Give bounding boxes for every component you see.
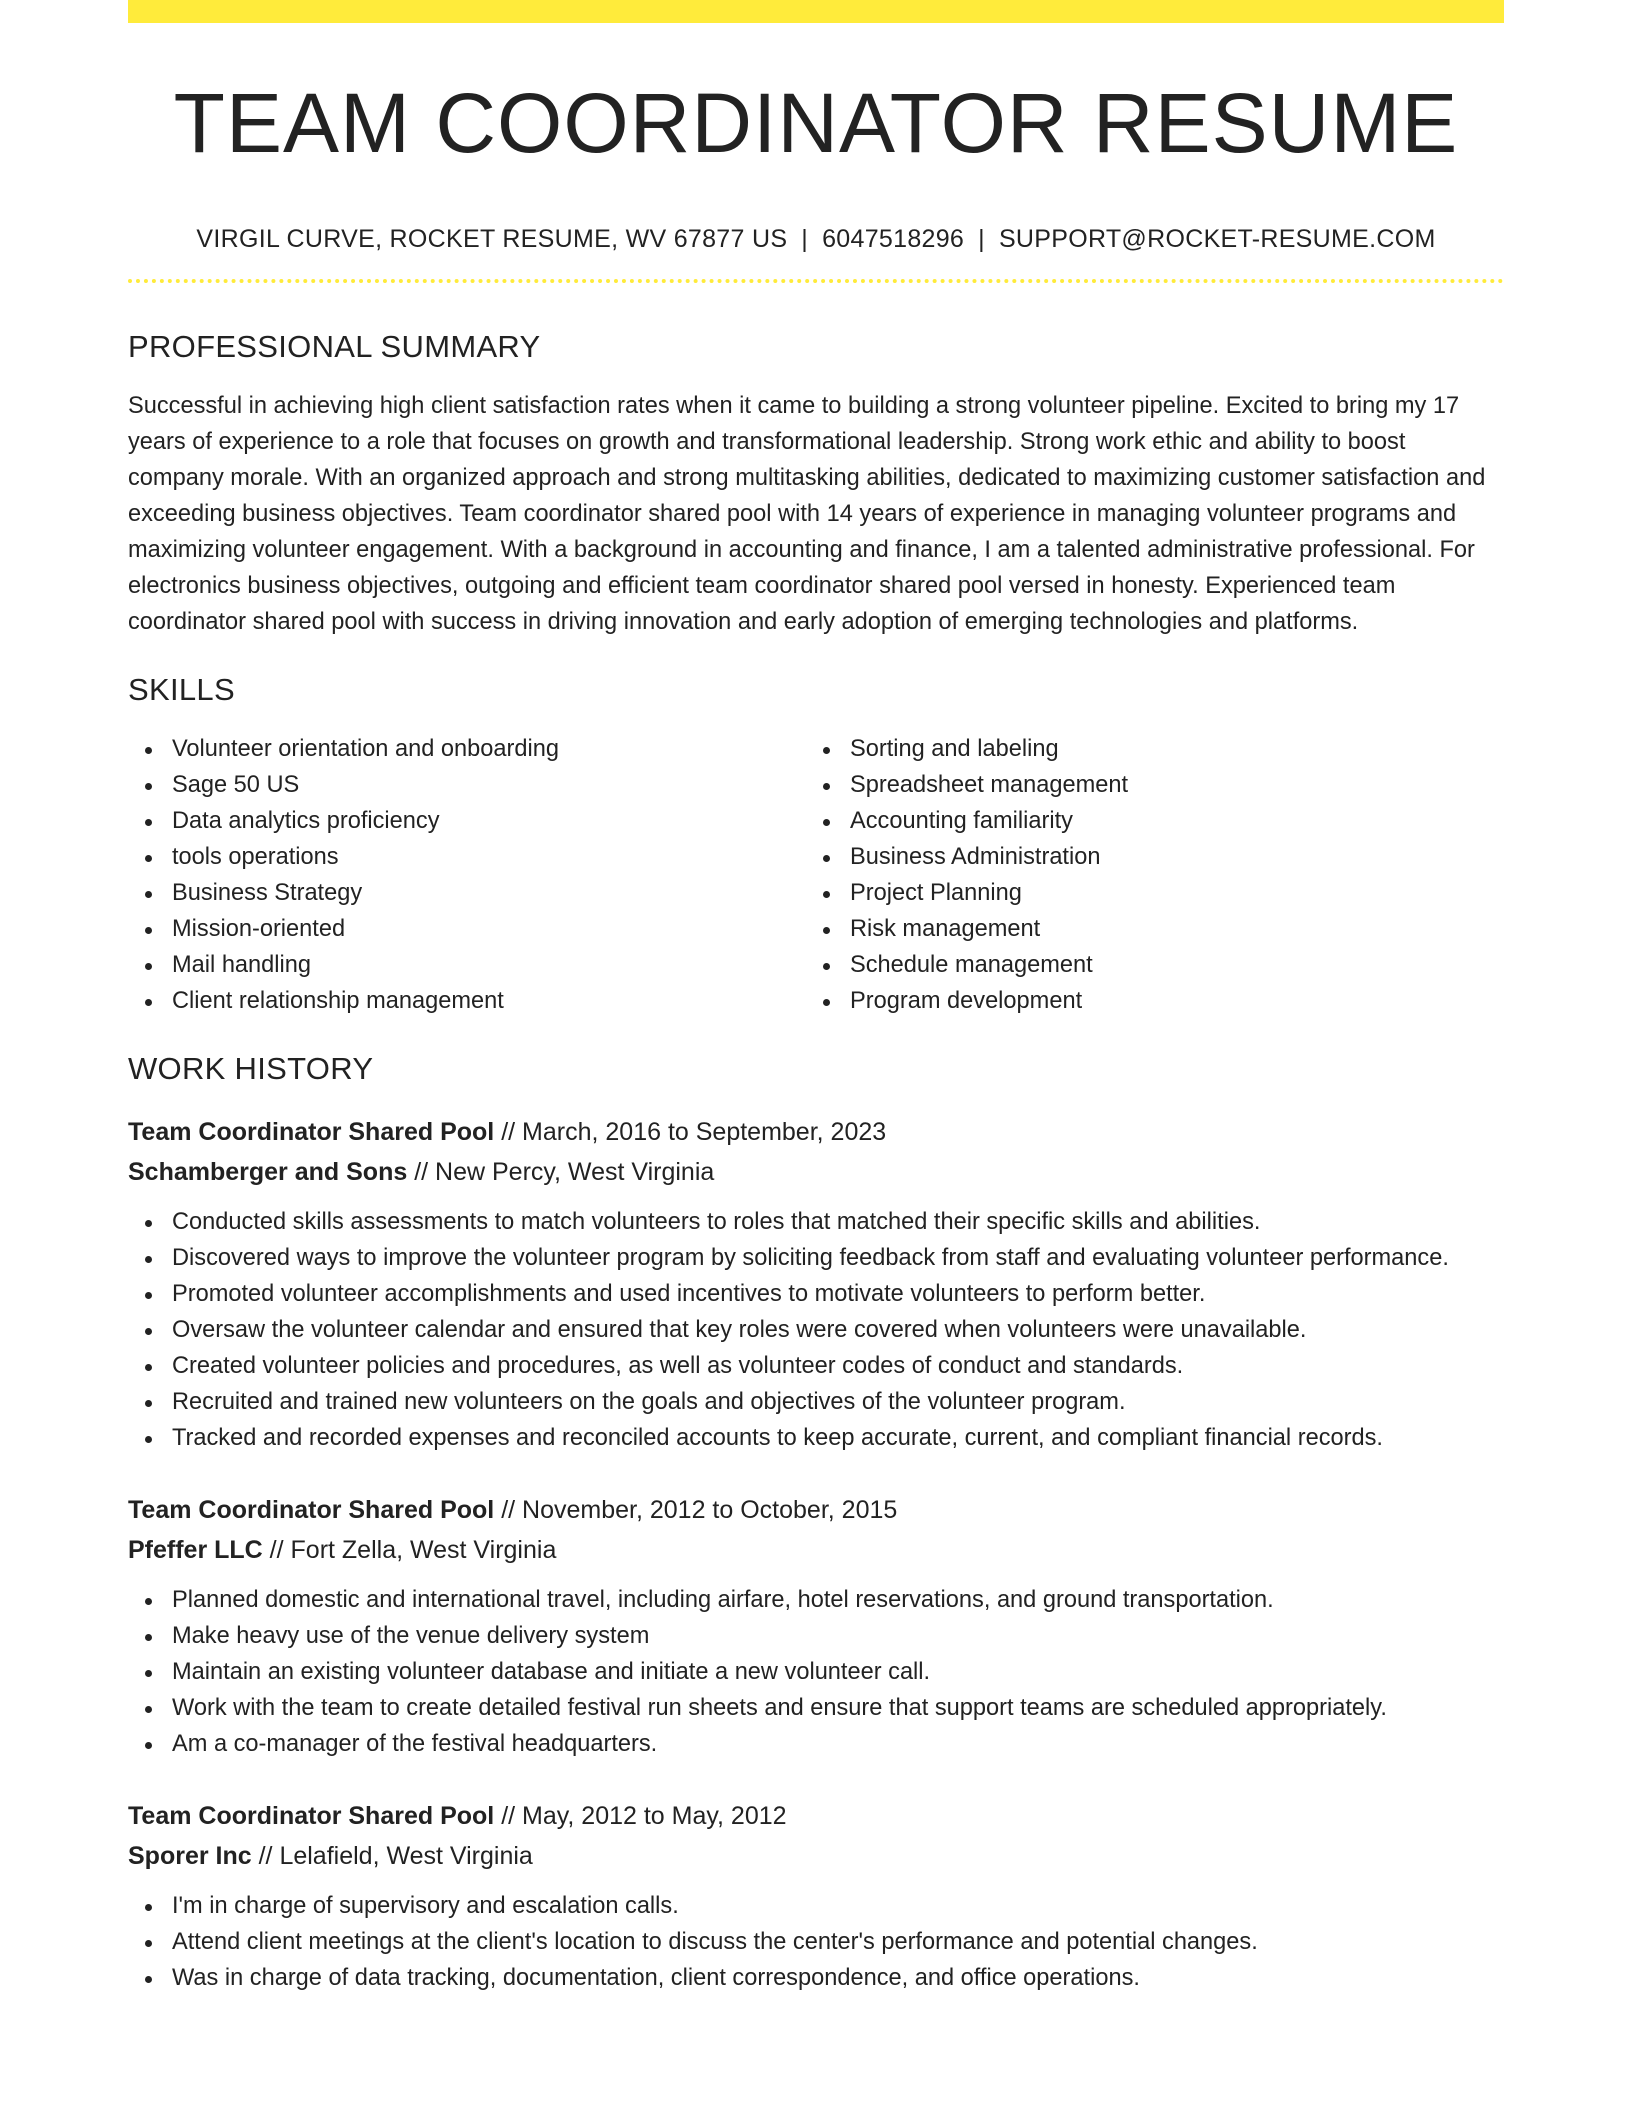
job-company: Schamberger and Sons xyxy=(128,1158,408,1186)
job-bullet: I'm in charge of supervisory and escalation calls. xyxy=(128,1888,1504,1924)
skill-item: Program development xyxy=(806,983,1484,1019)
skills-list xyxy=(128,731,1504,1019)
contact-separator: | xyxy=(801,225,809,253)
contact-separator: | xyxy=(978,225,985,253)
job-bullet: Oversaw the volunteer calendar and ensured that key roles were covered when volunteers were unavailable. xyxy=(128,1312,1504,1348)
work-history-heading: WORK HISTORY xyxy=(128,1051,374,1086)
job-role-line xyxy=(128,1796,1504,1836)
contact-phone: 6047518296 xyxy=(822,225,965,253)
skill-item: Spreadsheet management xyxy=(806,767,1484,803)
top-accent-bar xyxy=(128,0,1504,23)
job-dates: // November, 2012 to October, 2015 xyxy=(494,1496,898,1524)
job-bullet: Promoted volunteer accomplishments and used incentives to motivate volunteers to perform better. xyxy=(128,1276,1504,1312)
job-company-line xyxy=(128,1152,1504,1192)
job-entry xyxy=(128,1490,1504,1762)
skill-item: Client relationship management xyxy=(128,983,806,1019)
job-bullet: Make heavy use of the venue delivery system xyxy=(128,1618,1504,1654)
job-bullet: Maintain an existing volunteer database and initiate a new volunteer call. xyxy=(128,1654,1504,1690)
skill-item: tools operations xyxy=(128,839,806,875)
job-entry xyxy=(128,1112,1504,1456)
job-bullet: Was in charge of data tracking, documentation, client correspondence, and office operations. xyxy=(128,1960,1504,1996)
job-bullet: Discovered ways to improve the volunteer program by soliciting feedback from staff and evaluating volunteer performance. xyxy=(128,1240,1504,1276)
job-company: Pfeffer LLC xyxy=(128,1536,263,1564)
job-role: Team Coordinator Shared Pool xyxy=(128,1496,495,1524)
job-bullet: Conducted skills assessments to match volunteers to roles that matched their specific skills and abilities. xyxy=(128,1204,1504,1240)
job-role: Team Coordinator Shared Pool xyxy=(128,1802,495,1830)
job-bullet: Planned domestic and international travel, including airfare, hotel reservations, and ground transportation. xyxy=(128,1582,1504,1618)
skill-item: Schedule management xyxy=(806,947,1484,983)
job-dates: // March, 2016 to September, 2023 xyxy=(494,1118,887,1146)
job-location: // Lelafield, West Virginia xyxy=(251,1842,533,1870)
skill-item: Risk management xyxy=(806,911,1484,947)
job-bullets xyxy=(128,1582,1504,1762)
skill-item: Data analytics proficiency xyxy=(128,803,806,839)
job-bullet: Created volunteer policies and procedures, as well as volunteer codes of conduct and standards. xyxy=(128,1348,1504,1384)
job-role-line xyxy=(128,1490,1504,1530)
job-location: // Fort Zella, West Virginia xyxy=(262,1536,557,1564)
job-bullet: Am a co-manager of the festival headquarters. xyxy=(128,1726,1504,1762)
job-role: Team Coordinator Shared Pool xyxy=(128,1118,495,1146)
summary-heading: PROFESSIONAL SUMMARY xyxy=(128,329,541,364)
skill-item: Volunteer orientation and onboarding xyxy=(128,731,806,767)
dotted-divider xyxy=(128,279,1504,283)
skill-item: Sorting and labeling xyxy=(806,731,1484,767)
skill-item: Business Strategy xyxy=(128,875,806,911)
job-bullet: Recruited and trained new volunteers on the goals and objectives of the volunteer program. xyxy=(128,1384,1504,1420)
resume-page xyxy=(128,0,1504,1996)
job-role-line xyxy=(128,1112,1504,1152)
job-location: // New Percy, West Virginia xyxy=(407,1158,715,1186)
skill-item: Sage 50 US xyxy=(128,767,806,803)
job-bullet: Tracked and recorded expenses and reconciled accounts to keep accurate, current, and compliant financial records. xyxy=(128,1420,1504,1456)
job-bullet: Attend client meetings at the client's location to discuss the center's performance and potential changes. xyxy=(128,1924,1504,1960)
job-company-line xyxy=(128,1530,1504,1570)
job-company: Sporer Inc xyxy=(128,1842,252,1870)
contact-address: VIRGIL CURVE, ROCKET RESUME, WV 67877 US xyxy=(196,225,788,253)
skill-item: Mail handling xyxy=(128,947,806,983)
job-bullet: Work with the team to create detailed festival run sheets and ensure that support teams are scheduled appropriately. xyxy=(128,1690,1504,1726)
job-company-line xyxy=(128,1836,1504,1876)
summary-text: Successful in achieving high client satisfaction rates when it came to building a strong volunteer pipeline. Excited to bring my 17 years of experience to a role that focuses on growth and transformational leadership. Strong work ethic and ability to boost company morale. With an organized approach and strong multitasking abilities, dedicated to maximizing customer satisfaction and exceeding business objectives. Team coordinator shared pool with 14 years of experience in managing volunteer programs and maximizing volunteer engagement. With a background in accounting and finance, I am a talented administrative professional. For electronics business objectives, outgoing and efficient team coordinator shared pool versed in honesty. Experienced team coordinator shared pool with success in driving innovation and early adoption of emerging technologies and platforms. xyxy=(128,393,1486,635)
resume-title: TEAM COORDINATOR RESUME xyxy=(173,76,1459,170)
job-dates: // May, 2012 to May, 2012 xyxy=(494,1802,787,1830)
skill-item: Project Planning xyxy=(806,875,1484,911)
job-bullets xyxy=(128,1204,1504,1456)
job-entry xyxy=(128,1796,1504,1996)
skills-column-left xyxy=(128,731,806,1019)
contact-line xyxy=(128,227,1504,252)
job-bullets xyxy=(128,1888,1504,1996)
skills-column-right xyxy=(806,731,1484,1019)
skill-item: Mission-oriented xyxy=(128,911,806,947)
skill-item: Business Administration xyxy=(806,839,1484,875)
contact-email: SUPPORT@ROCKET-RESUME.COM xyxy=(998,225,1436,253)
skills-heading: SKILLS xyxy=(128,672,235,707)
skill-item: Accounting familiarity xyxy=(806,803,1484,839)
